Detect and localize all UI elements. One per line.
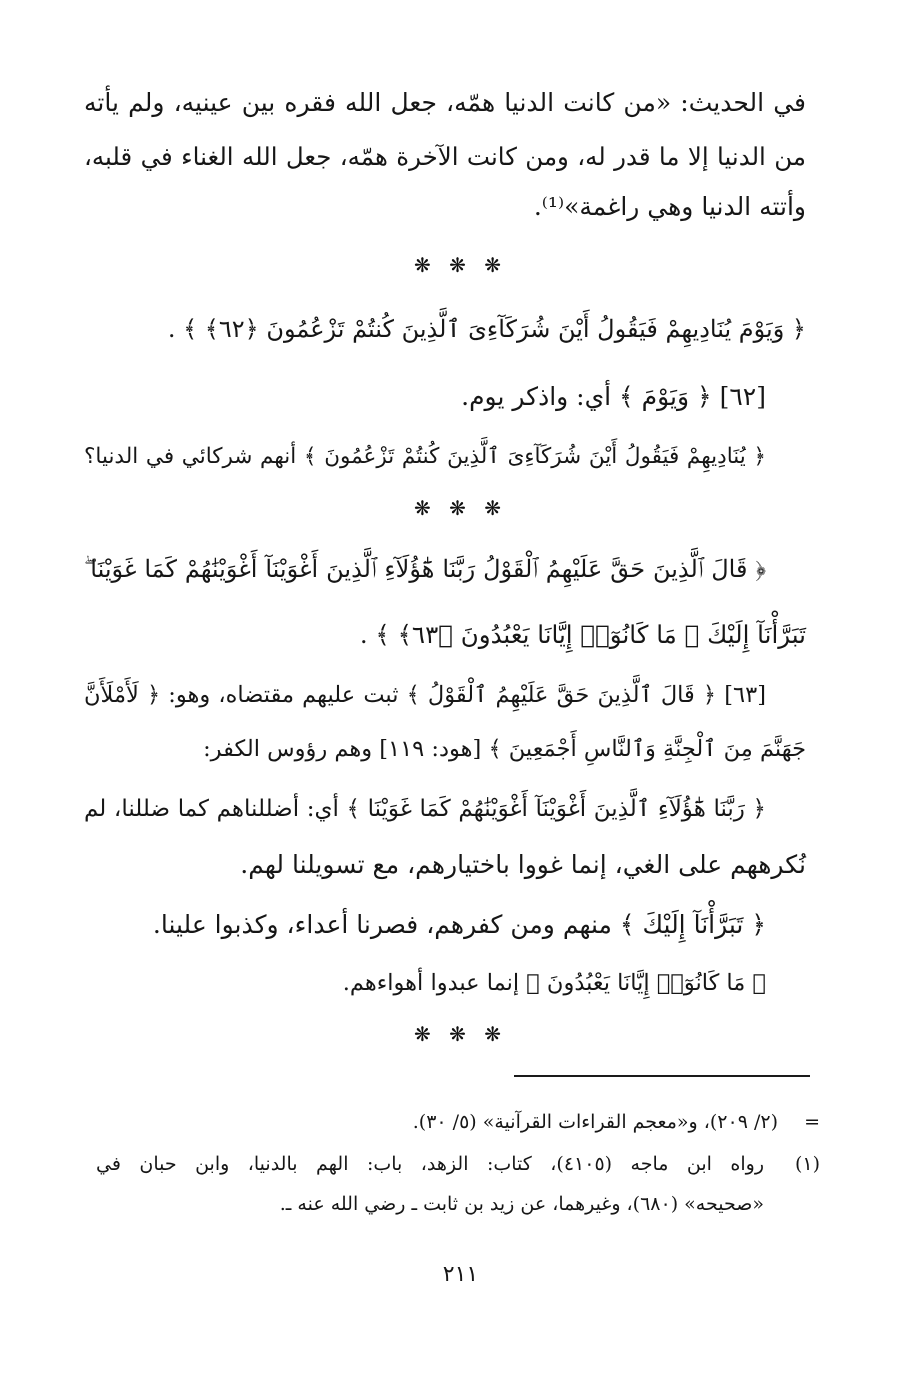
footnote-text-line: رواه ابن ماجه (٤١٠٥)، كتاب: الزهد، باب: الهم بالدنيا، وابن حبان في xyxy=(96,1153,764,1175)
commentary-line: ﴿ تَبَرَّأْنَآ إِلَيْكَ ﴾ منهم ومن كفرهم، فصرنا أعداء، وكذبوا علينا. xyxy=(152,910,766,939)
commentary-line: جَهَنَّمَ مِنَ ٱلْجِنَّةِ وَٱلنَّاسِ أَجْمَعِينَ ﴾ [هود: ١١٩] وهم رؤوس الكفر: xyxy=(203,736,806,762)
section-separator: ❋ ❋ ❋ xyxy=(414,253,507,277)
quran-verse-62: ﴿ وَيَوْمَ يُنَادِيهِمْ فَيَقُولُ أَيْنَ شُرَكَآءِىَ ٱلَّذِينَ كُنتُمْ تَزْعُمُونَ ﴿٦٢﴾ ﴾ . xyxy=(167,315,806,343)
commentary-line: ﴿ رَبَّنَا هَٰٓؤُلَآءِ ٱلَّذِينَ أَغْوَيْنَآ أَغْوَيْنَٰهُمْ كَمَا غَوَيْنَا ﴾ أي: أضللناهم كما ضللنا، لم xyxy=(84,796,766,822)
footnote-continuation-marker: = xyxy=(804,1111,820,1133)
body-text-line: من الدنيا إلا ما قدر له، ومن كانت الآخرة همّه، جعل الله الغناء في قلبه، xyxy=(84,142,806,171)
commentary-line: [٦٢] ﴿ وَيَوْمَ ﴾ أي: واذكر يوم. xyxy=(461,382,766,411)
commentary-line: نُكرههم على الغي، إنما غووا باختيارهم، مع تسويلنا لهم. xyxy=(240,850,806,879)
section-separator: ❋ ❋ ❋ xyxy=(414,1022,507,1046)
footnote-number: (١) xyxy=(794,1153,820,1175)
section-separator: ❋ ❋ ❋ xyxy=(414,496,507,520)
page-number: ٢١١ xyxy=(442,1262,479,1287)
footnote-text-line: «صحيحه» (٦٨٠)، وغيرهما، عن زيد بن ثابت ـ رضي الله عنه ـ. xyxy=(279,1193,764,1215)
quran-verse-63: ﴿ قَالَ ٱلَّذِينَ حَقَّ عَلَيْهِمُ ٱلْقَوْلُ رَبَّنَا هَٰٓؤُلَآءِ ٱلَّذِينَ أَغْوَيْنَآ أَغْوَيْنَٰهُمْ كَمَا غَوَيْنَا ۖ xyxy=(84,555,766,583)
body-text-line: في الحديث: «من كانت الدنيا همّه، جعل الله فقره بين عينيه، ولم يأته xyxy=(84,88,806,117)
quran-verse-63: تَبَرَّأْنَآ إِلَيْكَ ۖ مَا كَانُوٓا۟ إِيَّانَا يَعْبُدُونَ ﴿٦٣﴾ ﴾ . xyxy=(359,620,806,649)
commentary-line: ﴿ يُنَادِيهِمْ فَيَقُولُ أَيْنَ شُرَكَآءِىَ ٱلَّذِينَ كُنتُمْ تَزْعُمُونَ ﴾ أنهم شركائي في الدنيا؟ xyxy=(84,444,766,469)
footnote-continuation: (٢/ ٢٠٩)، و«معجم القراءات القرآنية» (٥/ ٣٠). xyxy=(412,1111,778,1133)
commentary-line: ﴿ مَا كَانُوٓا۟ إِيَّانَا يَعْبُدُونَ ﴾ إنما عبدوا أهواءهم. xyxy=(342,970,766,996)
commentary-line: [٦٣] ﴿ قَالَ ٱلَّذِينَ حَقَّ عَلَيْهِمُ ٱلْقَوْلُ ﴾ ثبت عليهم مقتضاه، وهو: ﴿ لَأَمْلَأَنَّ xyxy=(84,682,766,708)
footnote-divider xyxy=(514,1075,810,1077)
body-text-line: وأتته الدنيا وهي راغمة»⁽¹⁾. xyxy=(533,192,806,221)
